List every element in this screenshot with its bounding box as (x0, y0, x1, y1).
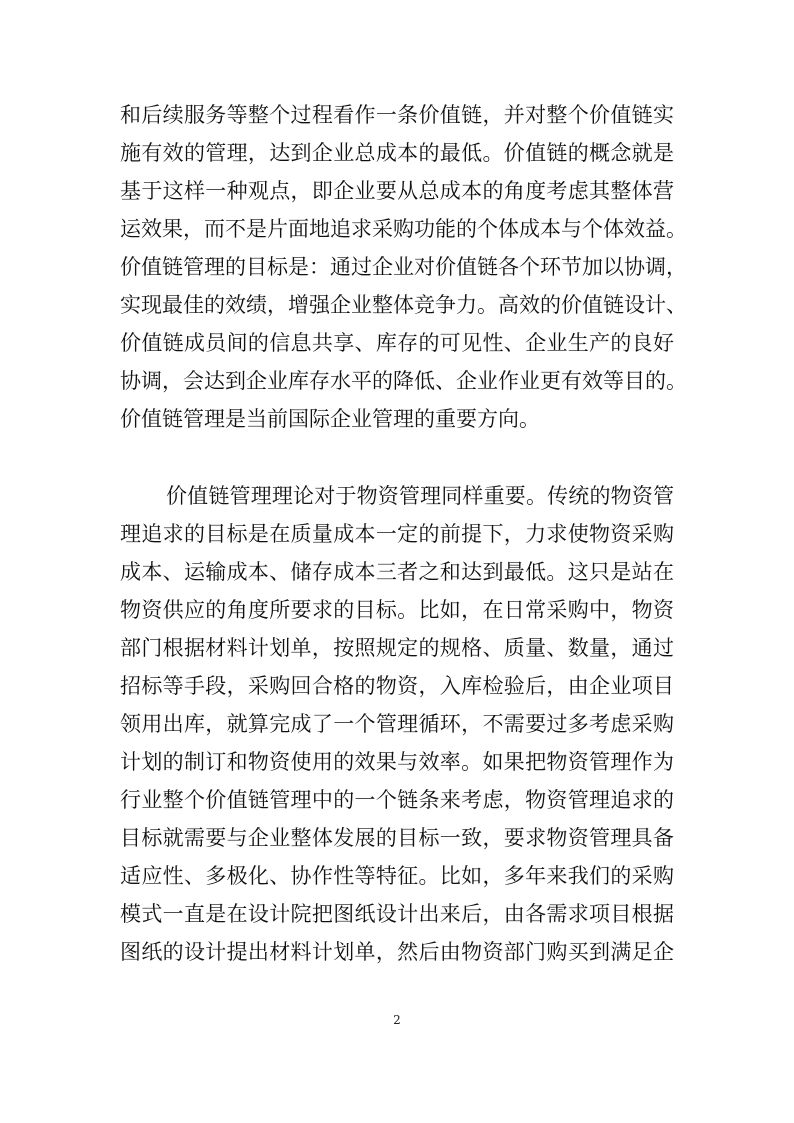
text-line: 模式一直是在设计院把图纸设计出来后，由各需求项目根据 (120, 902, 674, 926)
text-line: 价值链成员间的信息共享、库存的可见性、企业生产的良好 (120, 331, 674, 355)
text-line: 施有效的管理，达到企业总成本的最低。价值链的概念就是 (120, 141, 674, 165)
text-line: 适应性、多极化、协作性等特征。比如，多年来我们的采购 (120, 864, 674, 888)
text-line: 图纸的设计提出材料计划单，然后由物资部门购买到满足企 (120, 940, 674, 964)
text-line: 实现最佳的效绩，增强企业整体竞争力。高效的价值链设计、 (120, 293, 687, 317)
text-line: 物资供应的角度所要求的目标。比如，在日常采购中，物资 (120, 598, 674, 622)
paragraph-material-management (120, 477, 674, 971)
page-number: 2 (393, 1013, 401, 1027)
text-line: 理追求的目标是在质量成本一定的前提下，力求使物资采购 (120, 522, 674, 546)
text-line: 部门根据材料计划单，按照规定的规格、质量、数量，通过 (120, 636, 674, 660)
text-line: 招标等手段，采购回合格的物资，入库检验后，由企业项目 (120, 674, 674, 698)
text-line: 价值链管理是当前国际企业管理的重要方向。 (120, 407, 540, 431)
text-line: 计划的制订和物资使用的效果与效率。如果把物资管理作为 (120, 750, 674, 774)
paragraph-value-chain-management (120, 96, 687, 438)
text-line: 目标就需要与企业整体发展的目标一致，要求物资管理具备 (120, 826, 674, 850)
text-line: 协调，会达到企业库存水平的降低、企业作业更有效等目的。 (120, 369, 687, 393)
text-line: 领用出库，就算完成了一个管理循环，不需要过多考虑采购 (120, 712, 674, 736)
text-line: 基于这样一种观点，即企业要从总成本的角度考虑其整体营 (120, 179, 674, 203)
text-line: 价值链管理的目标是：通过企业对价值链各个环节加以协调， (120, 255, 687, 279)
text-line: 运效果，而不是片面地追求采购功能的个体成本与个体效益。 (120, 217, 687, 241)
text-line: 价值链管理理论对于物资管理同样重要。传统的物资管 (166, 484, 674, 508)
text-line: 成本、运输成本、储存成本三者之和达到最低。这只是站在 (120, 560, 674, 584)
text-line: 和后续服务等整个过程看作一条价值链，并对整个价值链实 (120, 103, 674, 127)
text-line: 行业整个价值链管理中的一个链条来考虑，物资管理追求的 (120, 788, 674, 812)
